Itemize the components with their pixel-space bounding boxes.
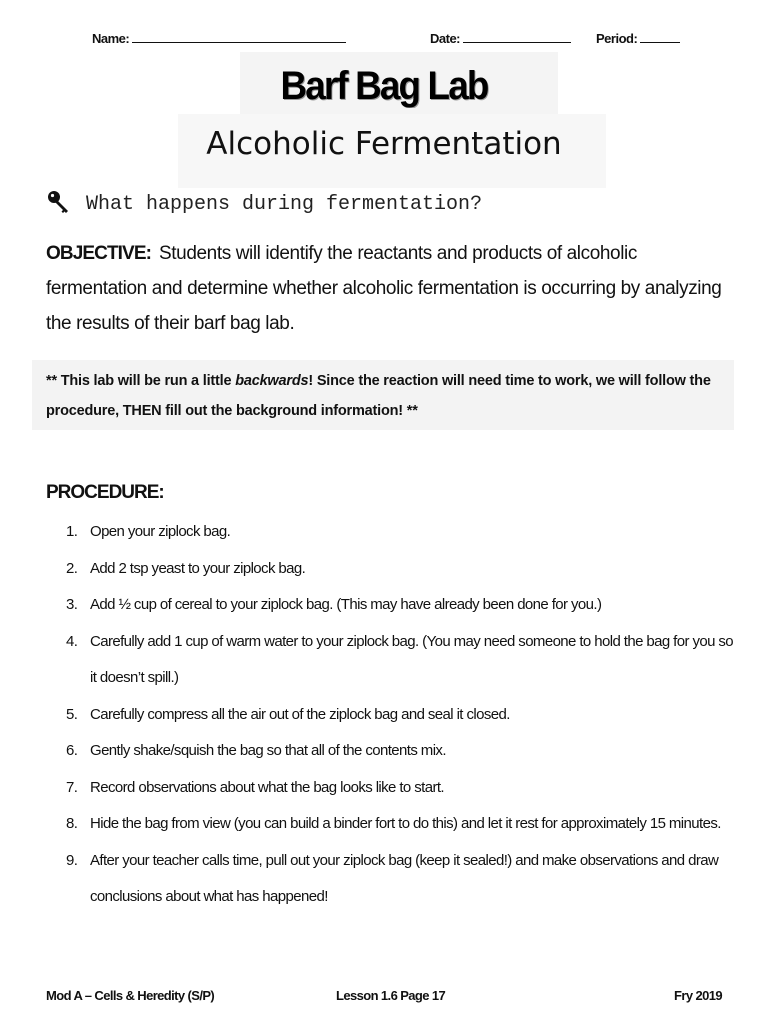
step-number: 5. xyxy=(66,705,78,723)
step-text: Open your ziplock bag. xyxy=(90,523,231,540)
worksheet-header xyxy=(0,28,768,52)
step-number: 3. xyxy=(66,596,78,613)
procedure-step xyxy=(46,624,736,697)
step-text: Carefully compress all the air out of the ziplock bag and seal it closed. xyxy=(90,705,510,723)
name-field xyxy=(92,30,346,46)
date-blank-line xyxy=(463,30,571,43)
note-text-end: ! Since the reaction will need time to work, we will follow the procedure, THEN fill out the background information! ** xyxy=(46,373,711,419)
procedure-step xyxy=(46,514,736,551)
date-field xyxy=(430,30,571,46)
step-number: 6. xyxy=(66,742,78,759)
name-label: Name: xyxy=(92,31,130,46)
procedure-step xyxy=(46,806,736,843)
objective-text: Students will identify the reactants and products of alcoholic fermentation and determine whether alcoholic fermentation is occurring by analyzing the results of their barf bag lab. xyxy=(46,243,722,334)
step-number: 7. xyxy=(66,778,78,796)
key-icon xyxy=(46,190,72,216)
step-number: 4. xyxy=(66,632,78,650)
note-emphasis: backwards xyxy=(235,373,309,389)
step-number: 8. xyxy=(66,815,78,832)
period-field xyxy=(596,30,680,46)
name-blank-line xyxy=(132,30,346,43)
footer-lesson-page: Lesson 1.6 Page 17 xyxy=(336,988,446,1003)
footer-author-year: Fry 2019 xyxy=(674,988,722,1003)
step-text: Add ½ cup of cereal to your ziplock bag. (This may have already been done for you.) xyxy=(90,596,602,613)
page-subtitle: Alcoholic Fermentation xyxy=(206,126,562,162)
step-text: Add 2 tsp yeast to your ziplock bag. xyxy=(90,559,306,577)
step-text: Gently shake/squish the bag so that all of the contents mix. xyxy=(90,742,446,759)
step-text: Record observations about what the bag looks like to start. xyxy=(90,778,444,796)
procedure-step xyxy=(46,697,736,734)
procedure-list xyxy=(46,514,736,916)
footer-course: Mod A – Cells & Heredity (S/P) xyxy=(46,988,215,1003)
procedure-step xyxy=(46,733,736,770)
page-footer xyxy=(0,988,768,1008)
step-text: Carefully add 1 cup of warm water to your ziplock bag. (You may need someone to hold the bag for you so it doesn’t spill.) xyxy=(90,632,734,686)
page-title: Barf Bag Lab xyxy=(280,64,488,108)
step-number: 1. xyxy=(66,523,78,540)
note-text-start: ** This lab will be run a little xyxy=(46,373,236,389)
objective-paragraph xyxy=(46,236,736,341)
procedure-heading: PROCEDURE: xyxy=(46,482,164,503)
procedure-step xyxy=(46,770,736,807)
procedure-step xyxy=(46,551,736,588)
procedure-step xyxy=(46,843,736,916)
period-label: Period: xyxy=(596,31,638,46)
objective-label: OBJECTIVE: xyxy=(46,243,152,264)
question-text: What happens during fermentation? xyxy=(86,193,483,216)
step-number: 9. xyxy=(66,851,78,869)
step-text: Hide the bag from view (you can build a binder fort to do this) and let it rest for approximately 15 minutes. xyxy=(90,815,721,832)
period-blank-line xyxy=(640,30,680,43)
lab-note xyxy=(46,366,736,426)
date-label: Date: xyxy=(430,31,461,46)
procedure-step xyxy=(46,587,736,624)
step-number: 2. xyxy=(66,559,78,577)
step-text: After your teacher calls time, pull out your ziplock bag (keep it sealed!) and make observations and draw conclusions about what has happened! xyxy=(90,851,719,905)
